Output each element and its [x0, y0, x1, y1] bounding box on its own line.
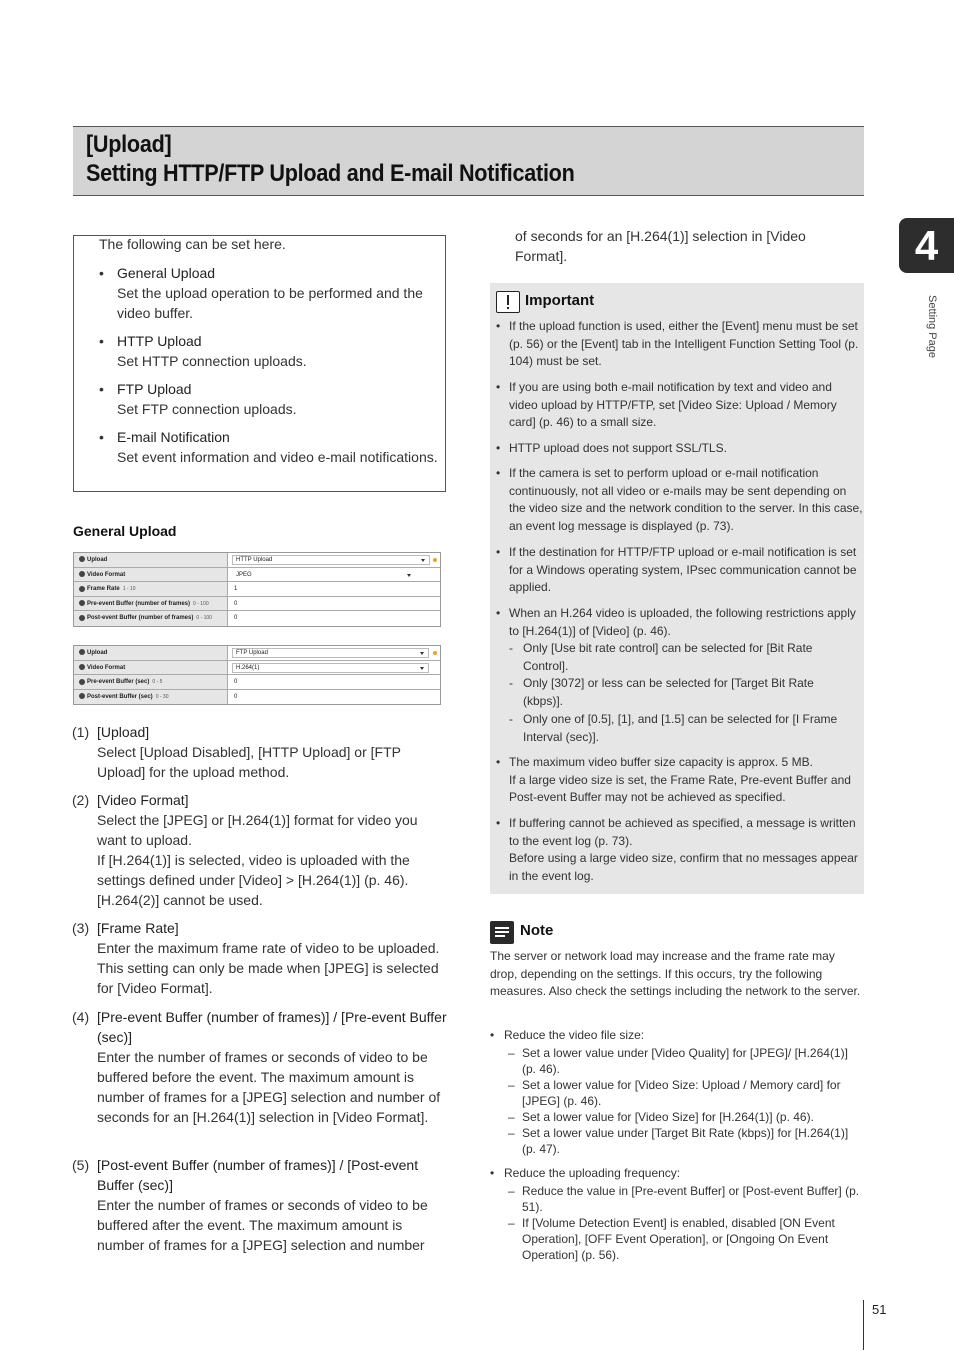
book-warning-icon [496, 291, 520, 313]
item-desc: Enter the maximum frame rate of video to be uploaded. This setting can only be made when [JPEG] is selected for [Video Format]. [97, 940, 440, 996]
item-heading: [Video Format] [97, 792, 189, 808]
pre-event-input[interactable]: 0 [234, 600, 238, 607]
video-format-select[interactable] [232, 570, 430, 580]
chevron-down-icon [420, 652, 424, 655]
page-title-line2: Setting HTTP/FTP Upload and E-mail Notification [86, 160, 575, 187]
item-number: (4) [72, 1009, 90, 1025]
settings-row-video-format [74, 568, 440, 583]
chapter-tab: 4 [899, 218, 954, 273]
summary-item-heading: HTTP Upload [117, 333, 202, 349]
bullet: • [496, 545, 501, 559]
settings-row-video-format [74, 661, 440, 676]
row-label-text: Upload [87, 650, 108, 656]
row-label [74, 675, 228, 689]
post-event-input[interactable]: 0 [234, 615, 238, 622]
row-label [74, 582, 228, 596]
summary-item-desc: Set the upload operation to be performed and the video buffer. [117, 285, 423, 321]
dash: – [508, 1046, 515, 1060]
dash: – [508, 1184, 515, 1198]
note-sub-text: Reduce the value in [Pre-event Buffer] or [Post-event Buffer] (p. 51). [522, 1184, 860, 1214]
row-label [74, 597, 228, 611]
page-number: 51 [872, 1302, 887, 1317]
note-bullet-text: Reduce the uploading frequency: [504, 1166, 681, 1180]
note-sub-text: Set a lower value for [Video Size: Upload / Memory card] for [JPEG] (p. 46). [522, 1078, 841, 1108]
row-range: 1 - 10 [122, 586, 136, 593]
row-label-text: Video Format [87, 571, 126, 578]
page-title-band [73, 126, 864, 196]
summary-item-desc: Set HTTP connection uploads. [117, 353, 307, 369]
important-heading-text: Important [525, 292, 595, 309]
row-label-text: Upload [87, 557, 108, 563]
chevron-down-icon [407, 574, 411, 577]
select-value: FTP Upload [236, 650, 268, 656]
row-range: 0 - 100 [193, 600, 209, 607]
bullet: • [99, 265, 104, 281]
chevron-down-icon [420, 667, 424, 670]
settings-row-frame-rate [74, 582, 440, 597]
dash: - [509, 641, 513, 655]
post-event-input[interactable]: 0 [234, 693, 238, 700]
required-icon [433, 651, 437, 655]
select-value: JPEG [236, 571, 252, 578]
item-desc: Enter the number of frames or seconds of video to be buffered before the event. The maximum amount is number of frames for a [JPEG] selection and number of seconds for an [H.264(1)] selection in [Video Format]. [97, 1049, 441, 1125]
row-label-text: Post-event Buffer (sec) [87, 693, 153, 700]
pre-event-input[interactable]: 0 [234, 679, 238, 686]
summary-item-desc: Set FTP connection uploads. [117, 401, 297, 417]
important-box [490, 283, 864, 894]
important-bullet-text: If a large video size is set, the Frame Rate, Pre-event Buffer and Post-event Buffer may not be achieved as specified. [509, 772, 851, 804]
summary-item-desc: Set event information and video e-mail notifications. [117, 449, 438, 465]
important-bullet-text: If the upload function is used, either the [Event] menu must be set (p. 56) or the [Event] tab in the Intelligent Function Setting Tool (p. 104) must be set. [509, 319, 859, 368]
summary-item-heading: FTP Upload [117, 381, 192, 397]
important-bullet-text: If the destination for HTTP/FTP upload or e-mail notification is set for a Windows operating system, IPsec communication cannot be applied. [509, 545, 857, 594]
bullet-icon [79, 586, 85, 592]
row-label [74, 553, 228, 567]
upload-select[interactable] [232, 648, 429, 658]
note-icon [490, 921, 514, 944]
page-title-line1: [Upload] [86, 131, 172, 158]
row-label-text: Video Format [87, 664, 126, 671]
item-desc: Select the [JPEG] or [H.264(1)] format for video you want to upload. [97, 812, 418, 848]
settings-panel-http [73, 552, 441, 627]
bullet: • [496, 755, 501, 769]
bullet-icon [79, 693, 85, 699]
select-value: H.264(1) [236, 664, 260, 671]
sub-item-text: Only [Use bit rate control] can be selected for [Bit Rate Control]. [523, 641, 813, 673]
settings-row-upload [74, 553, 440, 568]
item-number: (3) [72, 920, 90, 936]
row-label-text: Pre-event Buffer (sec) [87, 679, 150, 686]
bullet: • [496, 441, 501, 455]
section-heading: General Upload [73, 523, 177, 539]
item-heading: [Post-event Buffer (number of frames)] / [Post-event Buffer (sec)] [97, 1157, 419, 1193]
dash: – [508, 1126, 515, 1140]
settings-row-post-event [74, 690, 440, 705]
bullet-icon [79, 571, 85, 577]
bullet: • [99, 333, 104, 349]
dash: – [508, 1216, 515, 1230]
important-bullet-text: If buffering cannot be achieved as specified, a message is written to the event log (p. 73). [509, 816, 856, 848]
row-label [74, 611, 228, 626]
important-bullet-text: Before using a large video size, confirm that no messages appear in the event log. [509, 851, 858, 883]
bullet-icon [79, 556, 85, 562]
sub-item-text: Only one of [0.5], [1], and [1.5] can be selected for [I Frame Interval (sec)]. [523, 712, 838, 744]
bullet: • [490, 1028, 495, 1042]
select-value: HTTP Upload [236, 557, 273, 563]
item-heading: [Upload] [97, 724, 150, 740]
sub-item-text: Only [3072] or less can be selected for [Target Bit Rate (kbps)]. [523, 676, 814, 708]
important-bullet-text: If the camera is set to perform upload or e-mail notification continuously, not all video or e-mails may be sent depending on the video size and the network condition to the server. In this case, an event log message is displayed (p. 73). [509, 466, 863, 533]
item-desc: If [H.264(1)] is selected, video is uploaded with the settings defined under [Video] > [H.264(1)] (p. 46). [H.264(2)] cannot be used. [97, 852, 410, 908]
row-label-text: Frame Rate [87, 586, 120, 593]
bullet: • [496, 816, 501, 830]
settings-row-upload [74, 646, 440, 661]
item-heading: [Pre-event Buffer (number of frames)] / [Pre-event Buffer (sec)] [97, 1009, 447, 1045]
video-format-select[interactable] [232, 663, 429, 673]
summary-intro: The following can be set here. [99, 236, 286, 252]
row-label-text: Pre-event Buffer (number of frames) [87, 600, 191, 607]
settings-panel-ftp [73, 645, 441, 705]
bullet-icon [79, 649, 85, 655]
summary-item-heading: General Upload [117, 265, 216, 281]
note-sub-text: If [Volume Detection Event] is enabled, disabled [ON Event Operation], [OFF Event Operation], or [Ongoing On Event Operation] (p. 56). [522, 1216, 835, 1262]
chevron-down-icon [421, 559, 425, 562]
item-number: (1) [72, 724, 90, 740]
item-number: (2) [72, 792, 90, 808]
required-icon [433, 558, 437, 562]
important-bullet-text: If you are using both e-mail notification by text and video and video upload by HTTP/FTP, set [Video Size: Upload / Memory card] (p. 46) to a small size. [509, 380, 837, 429]
settings-row-post-event [74, 611, 440, 626]
note-sub-text: Set a lower value under [Target Bit Rate (kbps)] for [H.264(1)] (p. 47). [522, 1126, 849, 1156]
note-text: The server or network load may increase and the frame rate may drop, depending on the settings. If this occurs, try the following measures. Also check the settings including the network to the server. [490, 949, 861, 998]
item-heading: [Frame Rate] [97, 920, 179, 936]
row-range: 0 - 5 [152, 679, 163, 686]
important-bullet-text: When an H.264 video is uploaded, the following restrictions apply to [H.264(1)] of [Video] (p. 46). [509, 606, 856, 638]
continued-text: of seconds for an [H.264(1)] selection in [Video Format]. [515, 228, 806, 264]
important-bullet-text: HTTP upload does not support SSL/TLS. [509, 441, 727, 455]
bullet: • [496, 319, 501, 333]
item-desc: Select [Upload Disabled], [HTTP Upload] or [FTP Upload] for the upload method. [97, 744, 401, 780]
row-range: 0 - 30 [155, 693, 169, 700]
note-sub-text: Set a lower value for [Video Size] for [H.264(1)] (p. 46). [522, 1110, 814, 1124]
row-range: 0 - 100 [196, 615, 212, 622]
row-label [74, 646, 228, 660]
row-label-text: Post-event Buffer (number of frames) [87, 615, 194, 622]
page-number-rule [863, 1300, 864, 1350]
bullet-icon [79, 679, 85, 685]
bullet: • [99, 429, 104, 445]
dash: - [509, 676, 513, 690]
settings-row-pre-event [74, 597, 440, 612]
bullet: • [490, 1166, 495, 1180]
bullet-icon [79, 615, 85, 621]
upload-select[interactable] [232, 555, 430, 565]
dash: – [508, 1110, 515, 1124]
dash: – [508, 1078, 515, 1092]
item-number: (5) [72, 1157, 90, 1173]
bullet: • [496, 606, 501, 620]
settings-row-pre-event [74, 675, 440, 690]
bullet: • [99, 381, 104, 397]
item-desc: Enter the number of frames or seconds of video to be buffered after the event. The maximum amount is number of frames for a [JPEG] selection and number [97, 1197, 428, 1253]
bullet-icon [79, 600, 85, 606]
bullet: • [496, 466, 501, 480]
bullet-icon [79, 664, 85, 670]
frame-rate-input[interactable]: 1 [234, 586, 238, 593]
summary-item-heading: E-mail Notification [117, 429, 230, 445]
row-label [74, 690, 228, 705]
dash: - [509, 712, 513, 726]
chapter-side-label: Setting Page [926, 295, 938, 358]
bullet: • [496, 380, 501, 394]
note-bullet-text: Reduce the video file size: [504, 1028, 645, 1042]
note-sub-text: Set a lower value under [Video Quality] for [JPEG]/ [H.264(1)] (p. 46). [522, 1046, 848, 1076]
row-label [74, 568, 228, 582]
summary-box [73, 235, 446, 492]
note-heading-text: Note [520, 922, 554, 939]
row-label [74, 661, 228, 675]
important-bullet-text: The maximum video buffer size capacity is approx. 5 MB. [509, 755, 813, 769]
